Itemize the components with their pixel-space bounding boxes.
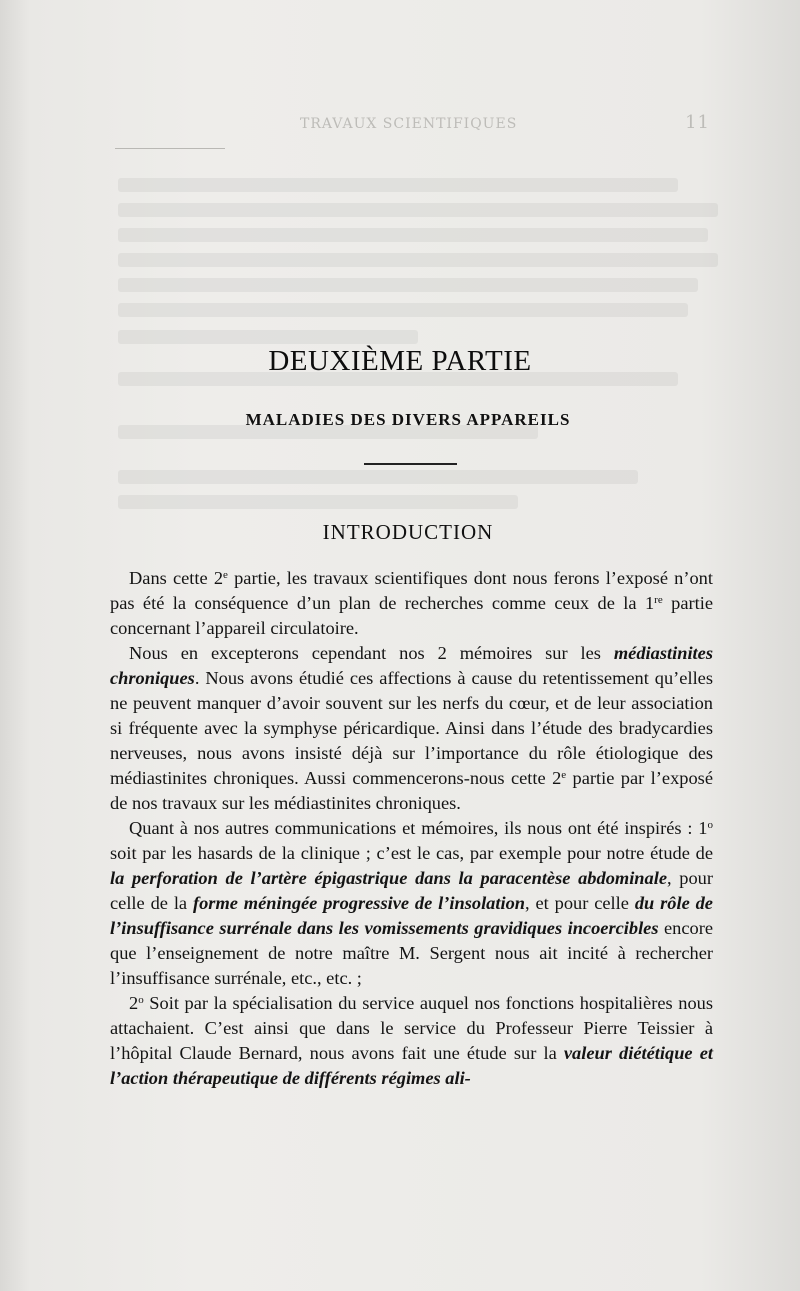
part-title: DEUXIÈME PARTIE [268, 345, 532, 377]
italic-run: forme méningée progressive de l’insolation [192, 893, 526, 913]
text-run: Dans cette 2 [129, 568, 224, 588]
superscript: e [561, 769, 567, 781]
page-number: 11 [685, 112, 710, 133]
text-run: soit par les hasards de la clinique ; c’est le cas, par exemple pour notre étude de [110, 843, 713, 863]
body-text [110, 566, 713, 1091]
text-run: encore que l’enseignement de notre maître M. Sergent nous ait incité à rechercher l’insuffisance surrénale, etc., etc. ; [110, 918, 713, 988]
text-run: partie par l’exposé de nos travaux sur les médiastinites chroniques. [110, 768, 713, 813]
title-divider [364, 463, 457, 465]
italic-run: médiastinites chroniques [110, 643, 713, 688]
italic-run: du rôle de l’insuffisance surrénale dans les vomissements gravidiques incoercibles [110, 893, 713, 938]
paragraph-3 [110, 816, 713, 991]
paragraph-2 [110, 641, 713, 816]
part-subtitle: MALADIES DES DIVERS APPAREILS [245, 410, 571, 429]
text-run: , pour celle de la [110, 868, 713, 913]
italic-run: la perforation de l’artère épigastrique dans la paracentèse abdominale [110, 868, 667, 888]
text-run: . Nous avons étudié ces affections à cause du retentissement qu’elles ne peuvent manquer d’avoir souvent sur les nerfs du cœur, et de leur association si fréquente avec la symphyse péricardique. Ainsi dans l’étude des bradycardies nerveuses, nous avons insisté déjà sur l’importance du rôle étiologique des médiastinites chroniques. Aussi commencerons-nous cette 2 [110, 668, 713, 788]
text-run: Soit par la spécialisation du service auquel nos fonctions hospitalières nous attachaient. C’est ainsi que dans le service du Professeur Pierre Teissier à l’hôpital Claude Bernard, nous avons fait une étude sur la [110, 993, 713, 1063]
italic-run: valeur diététique et l’action thérapeutique de différents régimes ali- [110, 1043, 713, 1088]
paragraph-1 [110, 566, 713, 641]
text-run: partie, les travaux scientifiques dont nous ferons l’exposé n’ont pas été la conséquence d’un plan de recherches comme ceux de la 1 [110, 568, 713, 613]
running-title: TRAVAUX SCIENTIFIQUES [300, 116, 518, 132]
superscript: o [707, 819, 713, 831]
header-rule [115, 148, 225, 149]
text-run: , et pour celle [525, 893, 635, 913]
text-run: Quant à nos autres communications et mémoires, ils nous ont été inspirés : 1 [129, 818, 708, 838]
superscript: e [223, 569, 228, 581]
superscript: re [654, 594, 663, 606]
paragraph-4 [110, 991, 713, 1091]
section-title: INTRODUCTION [322, 520, 494, 544]
running-header [120, 110, 710, 140]
text-run: partie concernant l’appareil circulatoire. [110, 593, 713, 638]
superscript: o [138, 994, 144, 1006]
text-run: 2 [129, 993, 139, 1013]
text-run: Nous en excepterons cependant nos 2 mémoires sur les [129, 643, 614, 663]
